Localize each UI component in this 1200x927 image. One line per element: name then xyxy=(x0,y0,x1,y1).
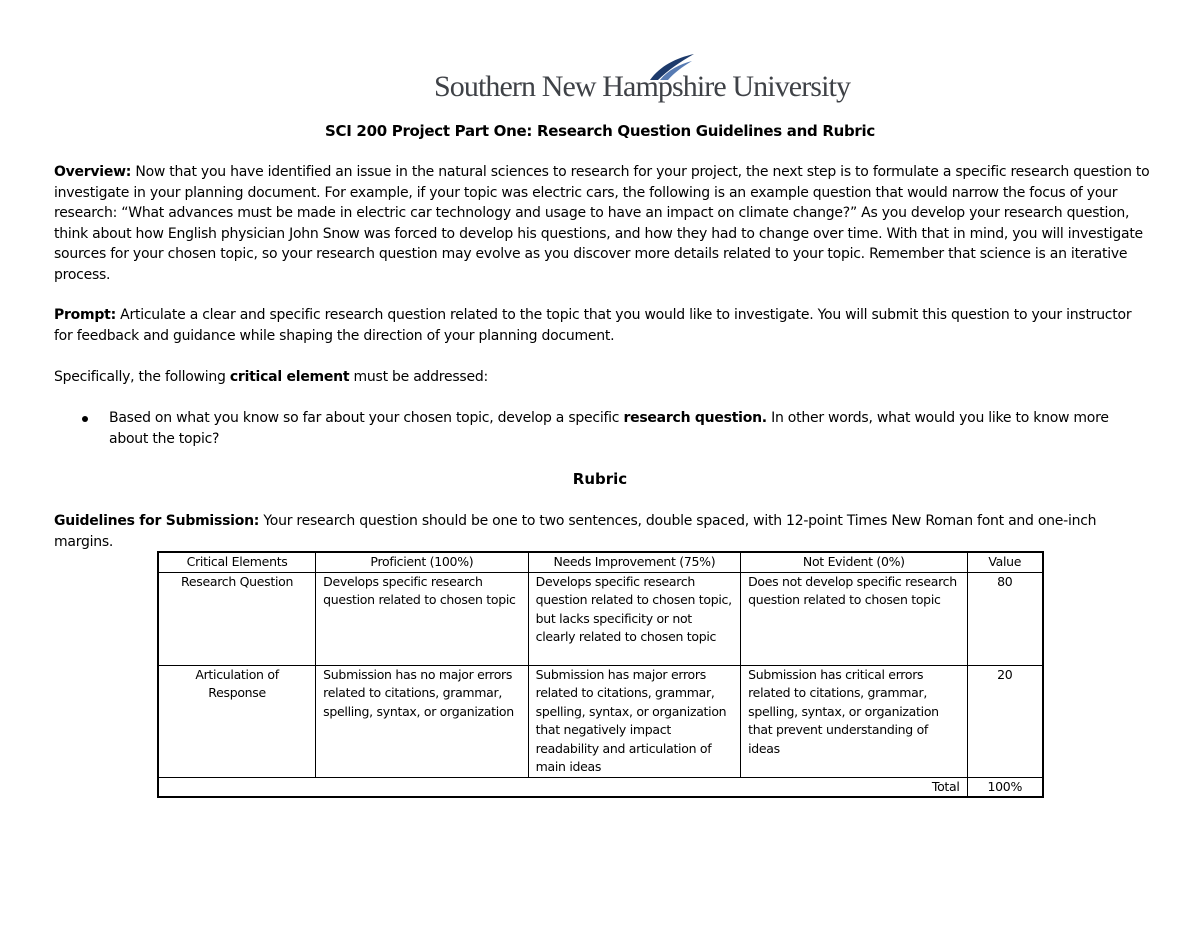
guidelines-text: Your research question should be one to two sentences, double spaced, with 12-point Times New Roman font and one-inch margins. xyxy=(54,513,1097,550)
document-title: SCI 200 Project Part One: Research Question Guidelines and Rubric xyxy=(325,122,875,140)
cell-element: Research Question xyxy=(158,572,316,665)
bullet-bold: research question. xyxy=(623,410,767,426)
total-label: Total xyxy=(158,777,967,797)
table-row xyxy=(158,665,1043,777)
table-row xyxy=(158,572,1043,665)
cell-not-evident: Submission has critical errors related to citations, grammar, spelling, syntax, or organization that prevent understanding of ideas xyxy=(741,665,967,777)
bullet-icon xyxy=(82,416,88,422)
university-logo xyxy=(434,52,851,106)
logo-text: Southern New Hampshire University xyxy=(434,70,851,103)
cell-needs-improvement: Submission has major errors related to citations, grammar, spelling, syntax, or organization that negatively impact readability and articulation of main ideas xyxy=(528,665,740,777)
cell-proficient: Submission has no major errors related to citations, grammar, spelling, syntax, or organization xyxy=(316,665,528,777)
overview-label: Overview: xyxy=(54,164,132,180)
critical-element-intro xyxy=(54,367,1154,388)
bullet-text-before: Based on what you know so far about your chosen topic, develop a specific xyxy=(109,410,624,426)
bullet-text xyxy=(109,408,1149,449)
header-not-evident: Not Evident (0%) xyxy=(741,552,967,572)
rubric-table xyxy=(157,551,1044,798)
overview-text: Now that you have identified an issue in the natural sciences to research for your project, the next step is to formulate a specific research question to investigate in your planning document. For example, if your topic was electric cars, the following is an example question that would narrow the focus of your research: “What advances must be made in electric car technology and usage to have an impact on climate change?” As you develop your research question, think about how English physician John Snow was forced to develop his questions, and how they had to change over time. With that in mind, you will investigate sources for your chosen topic, so your research question may evolve as you discover more details related to your topic. Remember that science is an iterative process. xyxy=(54,164,1150,283)
cell-element: Articulation of Response xyxy=(158,665,316,777)
header-needs-improvement: Needs Improvement (75%) xyxy=(528,552,740,572)
prompt-text: Articulate a clear and specific research question related to the topic that you would like to investigate. You will submit this question to your instructor for feedback and guidance while shaping the direction of your planning document. xyxy=(54,307,1132,344)
intro-bold: critical element xyxy=(229,369,350,385)
intro-text-after: must be addressed: xyxy=(349,369,488,385)
bullet-text-after: In other words, what would you like to know more about the topic? xyxy=(109,410,1109,447)
cell-value: 80 xyxy=(967,572,1043,665)
cell-not-evident: Does not develop specific research question related to chosen topic xyxy=(741,572,967,665)
prompt-label: Prompt: xyxy=(54,307,116,323)
cell-proficient: Develops specific research question related to chosen topic xyxy=(316,572,528,665)
table-header-row xyxy=(158,552,1043,572)
table-total-row xyxy=(158,777,1043,797)
total-value: 100% xyxy=(967,777,1043,797)
intro-text-before: Specifically, the following xyxy=(54,369,230,385)
cell-needs-improvement: Develops specific research question related to chosen topic, but lacks specificity or not clearly related to chosen topic xyxy=(528,572,740,665)
guidelines-label: Guidelines for Submission: xyxy=(54,513,260,529)
rubric-heading: Rubric xyxy=(572,470,628,488)
overview-paragraph xyxy=(54,162,1154,285)
header-critical-elements: Critical Elements xyxy=(158,552,316,572)
header-value: Value xyxy=(967,552,1043,572)
cell-value: 20 xyxy=(967,665,1043,777)
header-proficient: Proficient (100%) xyxy=(316,552,528,572)
guidelines-paragraph xyxy=(54,511,1154,552)
prompt-paragraph xyxy=(54,305,1154,346)
